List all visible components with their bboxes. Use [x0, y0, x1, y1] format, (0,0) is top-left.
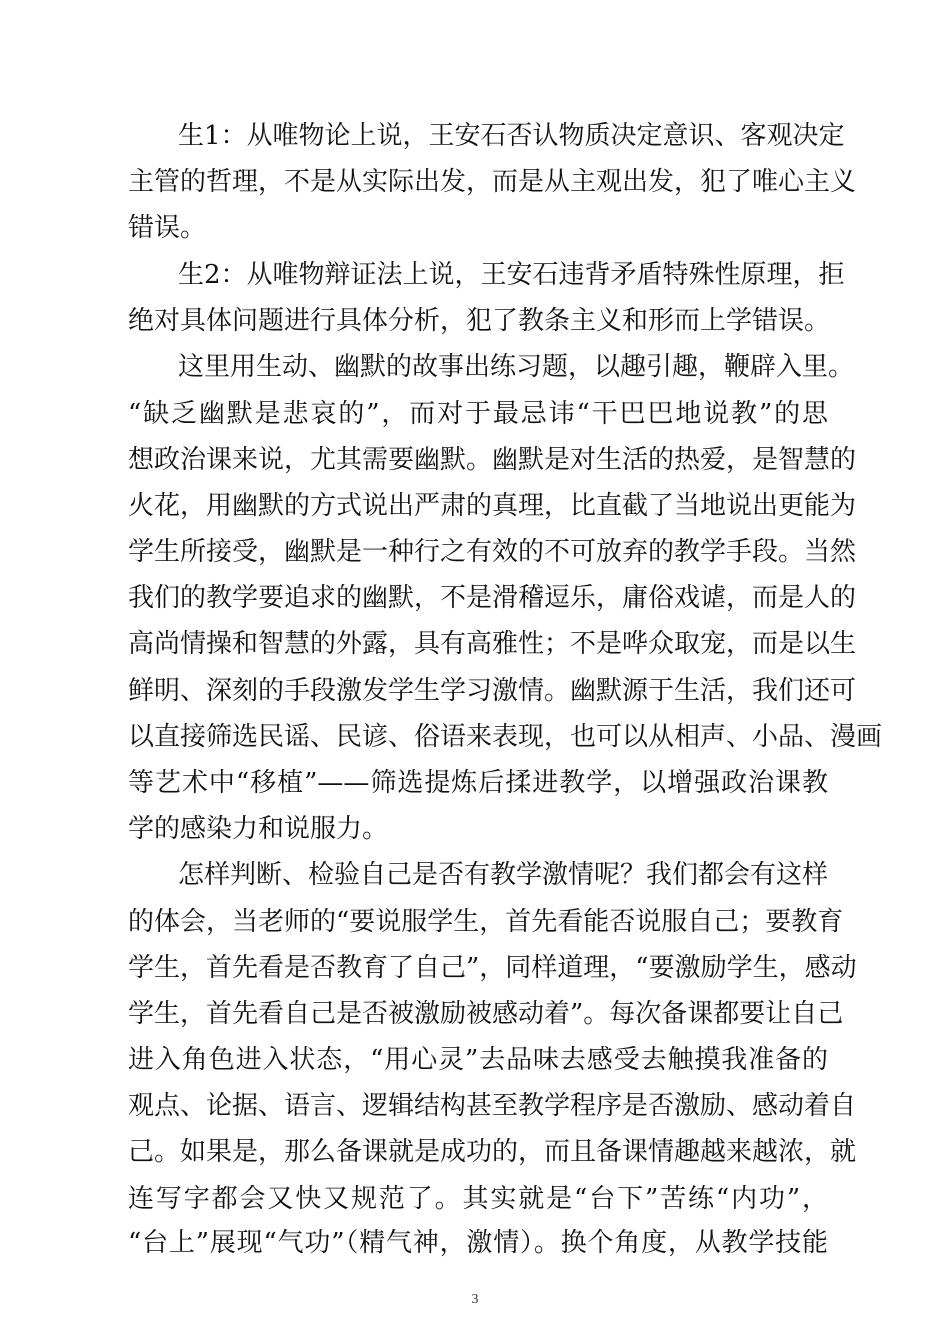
text-line: 连写字都会又快又规范了。其实就是“台下”苦练“内功”， — [128, 1184, 828, 1214]
text-line: 学的感染力和说服力。 — [128, 814, 389, 844]
text-line: 我们的教学要追求的幽默，不是滑稽逗乐，庸俗戏谑，而是人的 — [128, 583, 857, 613]
text-line: “缺乏幽默是悲哀的”，而对于最忌讳“干巴巴地说教”的思 — [128, 399, 828, 429]
text-line: 火花，用幽默的方式说出严肃的真理，比直截了当地说出更能为 — [128, 491, 857, 521]
text-line: 等艺术中“移植”——筛选提炼后揉进教学，以增强政治课教 — [128, 768, 828, 798]
text-line: 鲜明、深刻的手段激发学生学习激情。幽默源于生活，我们还可 — [128, 676, 857, 706]
text-line: 观点、论据、语言、逻辑结构甚至教学程序是否激励、感动着自 — [128, 1091, 857, 1121]
text-line: 绝对具体问题进行具体分析，犯了教条主义和形而上学错误。 — [128, 306, 831, 336]
text-line: 想政治课来说，尤其需要幽默。幽默是对生活的热爱，是智慧的 — [128, 445, 857, 475]
text-line: 主管的哲理，不是从实际出发，而是从主观出发，犯了唯心主义 — [128, 167, 857, 197]
text-line: 己。如果是，那么备课就是成功的，而且备课情趣越来越浓，就 — [128, 1137, 857, 1167]
text-line: 学生，首先看是否教育了自己”，同样道理，“要激励学生，感动 — [128, 953, 857, 983]
text-line: 错误。 — [128, 213, 207, 243]
text-line: 学生所接受，幽默是一种行之有效的不可放弃的教学手段。当然 — [128, 537, 857, 567]
text-line: 以直接筛选民谣、民谚、俗语来表现，也可以从相声、小品、漫画 — [128, 722, 883, 752]
text-line: 怎样判断、检验自己是否有教学激情呢？我们都会有这样 — [178, 860, 829, 890]
text-line: 生2：从唯物辩证法上说，王安石违背矛盾特殊性原理，拒 — [178, 260, 845, 290]
text-line: 的体会，当老师的“要说服学生，首先看能否说服自己；要教育 — [128, 907, 844, 937]
text-line: 高尚情操和智慧的外露，具有高雅性；不是哗众取宠，而是以生 — [128, 629, 857, 659]
text-line: “台上”展现“气功”（精气神，激情）。换个角度，从教学技能 — [128, 1228, 828, 1258]
page-number: 3 — [471, 1292, 479, 1307]
text-line: 学生，首先看自己是否被激励被感动着”。每次备课都要让自己 — [128, 999, 844, 1029]
text-line: 这里用生动、幽默的故事出练习题，以趣引趣，鞭辟入里。 — [178, 352, 855, 382]
text-line: 生1：从唯物论上说，王安石否认物质决定意识、客观决定 — [178, 121, 845, 151]
text-line: 进入角色进入状态，“用心灵”去品味去感受去触摸我准备的 — [128, 1045, 828, 1075]
